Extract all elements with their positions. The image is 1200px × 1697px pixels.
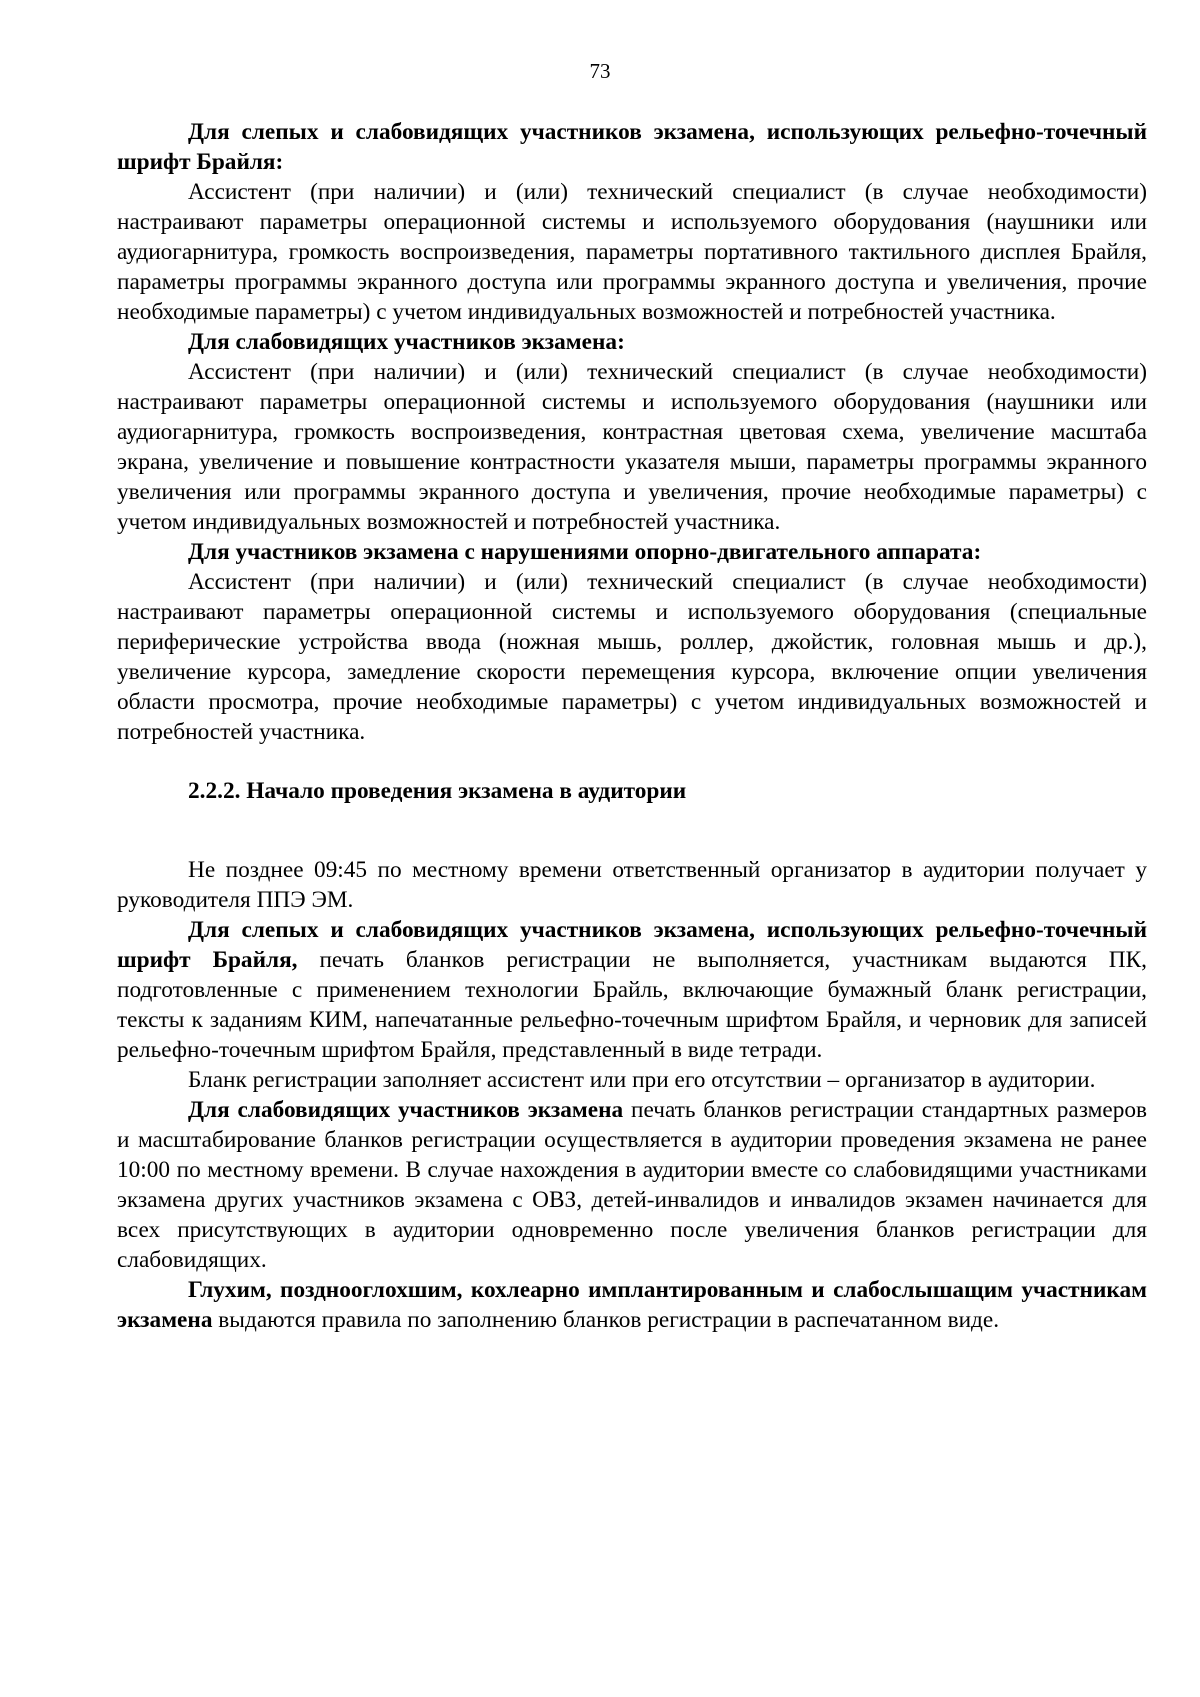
hearing-impaired-text: выдаются правила по заполнению бланков регистрации в распечатанном виде. — [212, 1307, 1000, 1333]
braille-setup-paragraph: Ассистент (при наличии) и (или) технический специалист (в случае необходимости) настраивают параметры операционной системы и используемого оборудования (наушники или аудиогарнитура, громкость воспроизведения, параметры портативного тактильного дисплея Брайля, параметры программы экранного доступа или программы экранного доступа и увеличения, прочие необходимые параметры) с учетом индивидуальных возможностей и потребностей участника. — [117, 179, 1147, 325]
low-vision-registration-paragraph — [117, 1095, 1147, 1275]
low-vision-setup-paragraph: Ассистент (при наличии) и (или) технический специалист (в случае необходимости) настраивают параметры операционной системы и используемого оборудования (наушники или аудиогарнитура, громкость воспроизведения, контрастная цветовая схема, увеличение масштаба экрана, увеличение и повышение контрастности указателя мыши, параметры программы экранного увеличения или программы экранного доступа и увеличения, прочие необходимые параметры) с учетом индивидуальных возможностей и потребностей участника. — [117, 359, 1147, 535]
braille-participants-heading: Для слепых и слабовидящих участников экзамена, использующих рельефно-точечный шрифт Брайля: — [117, 119, 1147, 175]
hearing-impaired-paragraph — [117, 1275, 1147, 1335]
musculoskeletal-setup-paragraph: Ассистент (при наличии) и (или) технический специалист (в случае необходимости) настраивают параметры операционной системы и используемого оборудования (специальные периферические устройства ввода (ножная мышь, роллер, джойстик, головная мышь и др.), увеличение курсора, замедление скорости перемещения курсора, включение опции увеличения области просмотра, прочие необходимые параметры) с учетом индивидуальных возможностей и потребностей участника. — [117, 569, 1147, 745]
braille-registration-text: печать бланков регистрации не выполняется, участникам выдаются ПК, подготовленные с применением технологии Брайль, включающие бумажный бланк регистрации, тексты к заданиям КИМ, напечатанные рельефно-точечным шрифтом Брайля, и черновик для записей рельефно-точечным шрифтом Брайля, представленный в виде тетради. — [117, 947, 1147, 1063]
low-vision-registration-lead: Для слабовидящих участников экзамена — [188, 1097, 624, 1123]
braille-registration-lead: Для слепых и слабовидящих участников экзамена, использующих рельефно-точечный шрифт Брайля, — [117, 917, 1147, 973]
page-number: 73 — [589, 59, 611, 83]
document-body — [117, 117, 1147, 1335]
hearing-impaired-lead: Глухим, позднооглохшим, кохлеарно имплантированным и слабослышащим участникам экзамена — [117, 1277, 1147, 1333]
braille-registration-paragraph — [117, 915, 1147, 1065]
registration-form-fill-paragraph: Бланк регистрации заполняет ассистент или при его отсутствии – организатор в аудитории. — [188, 1067, 1096, 1093]
section-heading: 2.2.2. Начало проведения экзамена в аудитории — [188, 778, 687, 804]
low-vision-registration-text: печать бланков регистрации стандартных размеров и масштабирование бланков регистрации осуществляется в аудитории проведения экзамена не ранее 10:00 по местному времени. В случае нахождения в аудитории вместе со слабовидящими участниками экзамена других участников экзамена с ОВЗ, детей-инвалидов и инвалидов экзамен начинается для всех присутствующих в аудитории одновременно после увеличения бланков регистрации для слабовидящих. — [117, 1097, 1147, 1273]
low-vision-participants-heading: Для слабовидящих участников экзамена: — [188, 329, 625, 355]
exam-materials-receipt-paragraph: Не позднее 09:45 по местному времени ответственный организатор в аудитории получает у руководителя ППЭ ЭМ. — [117, 857, 1147, 913]
musculoskeletal-participants-heading: Для участников экзамена с нарушениями опорно-двигательного аппарата: — [188, 539, 982, 565]
